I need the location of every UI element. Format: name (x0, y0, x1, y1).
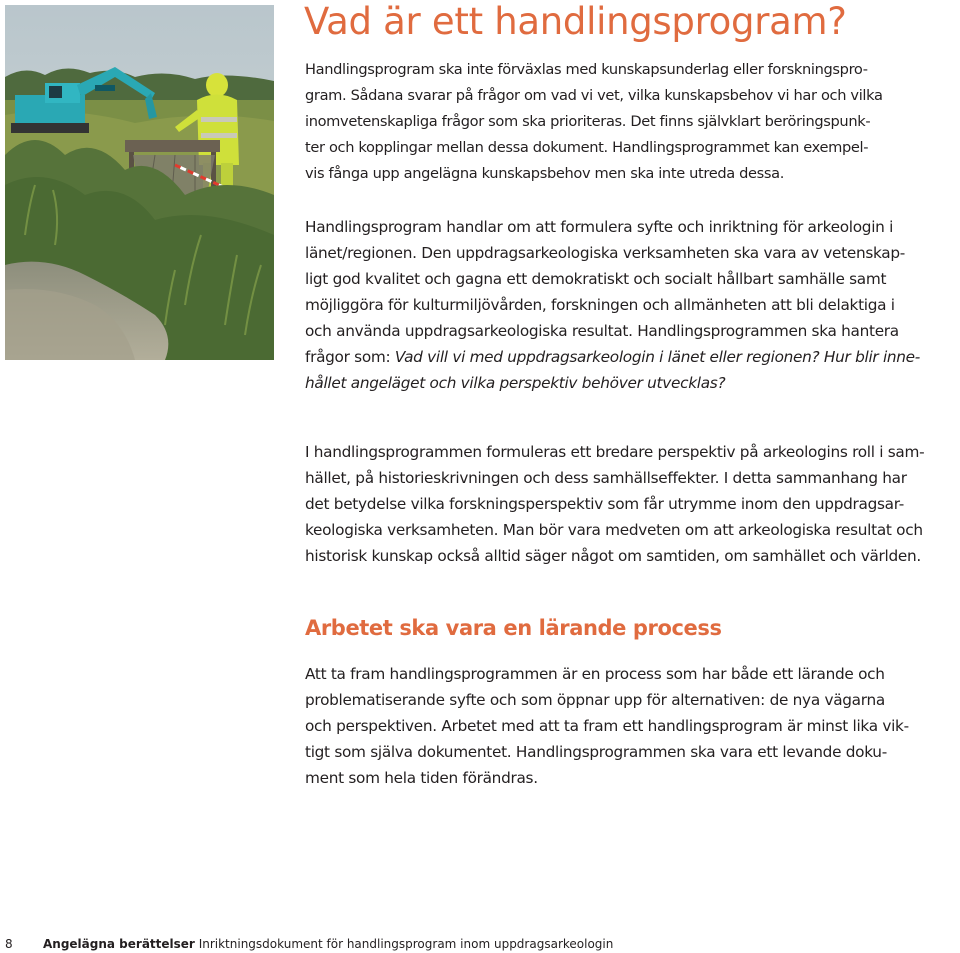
process-paragraph (305, 661, 959, 791)
text-line: ligt god kvalitet och gagna ett demokratiskt och socialt hållbart samhälle samt (305, 270, 887, 288)
page-footer (5, 935, 613, 953)
text-line (305, 344, 959, 370)
publication-title: Angelägna berättelser (43, 937, 195, 951)
purpose-paragraph (305, 214, 959, 396)
text-line: ter och kopplingar mellan dessa dokument. Handlingsprogrammet kan exempel- (305, 139, 869, 156)
perspective-paragraph (305, 439, 959, 569)
text-line: hället, på historieskrivningen och dess samhällseffekter. I detta sammanhang har (305, 469, 907, 487)
text-line: keologiska verksamheten. Man bör vara medveten om att arkeologiska resultat och (305, 521, 923, 539)
text-line: det betydelse vilka forskningsperspektiv som får utrymme inom den uppdragsar- (305, 495, 904, 513)
text-line: gram. Sådana svarar på frågor om vad vi vet, vilka kunskapsbehov vi har och vilka (305, 87, 883, 104)
text-line: möjliggöra för kulturmiljövården, forskningen och allmänheten att bli delaktiga i (305, 296, 895, 314)
text-line: vis fånga upp angelägna kunskapsbehov men ska inte utreda dessa. (305, 165, 785, 182)
text-line: problematiserande syfte och som öppnar upp för alternativen: de nya vägarna (305, 691, 885, 709)
text-line: tigt som själva dokumentet. Handlingsprogrammen ska vara ett levande doku- (305, 743, 887, 761)
document-title: Inriktningsdokument för handlingsprogram inom uppdragsarkeologin (198, 937, 614, 951)
text-line: och perspektiven. Arbetet med att ta fram ett handlingsprogram är minst lika vik- (305, 717, 909, 735)
excavation-photo (5, 5, 274, 360)
text-line: I handlingsprogrammen formuleras ett bredare perspektiv på arkeologins roll i sam- (305, 443, 925, 461)
intro-paragraph (305, 57, 959, 187)
question-text: hållet angeläget och vilka perspektiv behöver utvecklas? (305, 374, 726, 392)
question-text: Vad vill vi med uppdragsarkeologin i länet eller regionen? Hur blir inne- (394, 348, 921, 366)
section-heading: Arbetet ska vara en lärande process (305, 616, 722, 640)
text-line: Handlingsprogram ska inte förväxlas med kunskapsunderlag eller forskningspro- (305, 61, 868, 78)
text-line: länet/regionen. Den uppdragsarkeologiska verksamheten ska vara av vetenskap- (305, 244, 906, 262)
text-line: Att ta fram handlingsprogrammen är en process som har både ett lärande och (305, 665, 885, 683)
text-line: och använda uppdragsarkeologiska resultat. Handlingsprogrammen ska hantera (305, 322, 899, 340)
text-line: ment som hela tiden förändras. (305, 769, 538, 787)
page-title: Vad är ett handlingsprogram? (304, 0, 847, 43)
text-line: Handlingsprogram handlar om att formulera syfte och inriktning för arkeologin i (305, 218, 894, 236)
text-plain: frågor som: (305, 348, 395, 366)
page-number: 8 (5, 937, 13, 951)
text-line: inomvetenskapliga frågor som ska prioriteras. Det finns självklart beröringspunk- (305, 113, 871, 130)
text-line: historisk kunskap också alltid säger något om samtiden, om samhället och världen. (305, 547, 921, 565)
